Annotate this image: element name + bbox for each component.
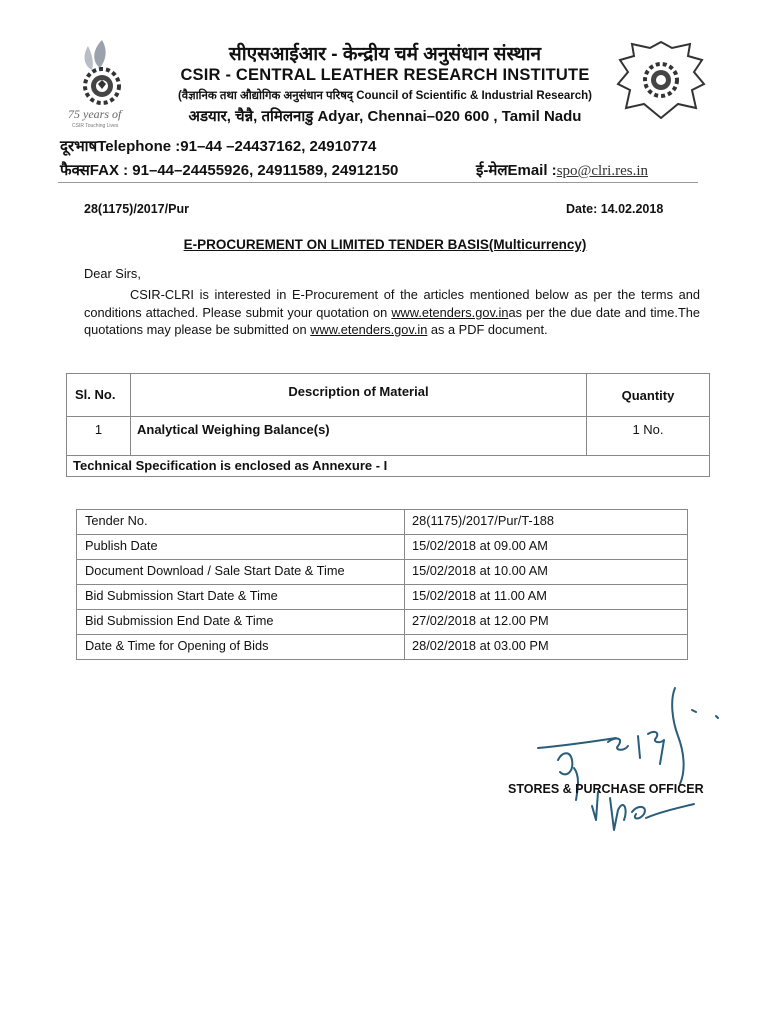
letter-body <box>84 286 700 339</box>
table-row <box>77 635 688 660</box>
schedule-value: 15/02/2018 at 11.00 AM <box>405 585 688 610</box>
technical-spec-note: Technical Specification is enclosed as Annexure - I <box>73 458 388 473</box>
schedule-value: 27/02/2018 at 12.00 PM <box>405 610 688 635</box>
svg-text:CSIR Touching Lives: CSIR Touching Lives <box>72 123 119 128</box>
schedule-label: Bid Submission Start Date & Time <box>77 585 405 610</box>
header-quantity: Quantity <box>621 388 675 403</box>
table-row <box>67 417 709 456</box>
institute-address: अडयार, चैन्नै, तमिलनाडु Adyar, Chennai–020 600 , Tamil Nadu <box>188 108 582 125</box>
etenders-link-2[interactable]: www.etenders.gov.in <box>310 322 428 337</box>
schedule-value: 28/02/2018 at 03.00 PM <box>405 635 688 660</box>
handwritten-signature <box>520 680 740 860</box>
email-line <box>476 160 648 180</box>
row-description: Analytical Weighing Balance(s) <box>131 417 587 455</box>
table-row <box>77 535 688 560</box>
table-row <box>77 610 688 635</box>
body-part-1: CSIR-CLRI is interested in E-Procurement of the articles mentioned below as per the terms and conditions attached. Please submit your quotation on <box>84 287 700 320</box>
email-link[interactable]: spo@clri.res.in <box>556 163 648 179</box>
salutation: Dear Sirs, <box>84 266 141 281</box>
table-row <box>77 585 688 610</box>
fax-line: फैक्सFAX : 91–44–24455926, 24911589, 24912150 <box>60 162 399 179</box>
schedule-label: Date & Time for Opening of Bids <box>77 635 405 660</box>
email-label: ई-मेलEmail : <box>476 162 557 179</box>
row-sl-no: 1 <box>67 417 131 455</box>
reference-number: 28(1175)/2017/Pur <box>84 202 189 216</box>
institute-name-english: CSIR - CENTRAL LEATHER RESEARCH INSTITUTE <box>180 66 590 84</box>
schedule-label: Tender No. <box>77 510 405 535</box>
schedule-label: Bid Submission End Date & Time <box>77 610 405 635</box>
schedule-value: 15/02/2018 at 10.00 AM <box>405 560 688 585</box>
letter-subject: E-PROCUREMENT ON LIMITED TENDER BASIS(Multicurrency) <box>183 237 587 252</box>
table-row <box>77 560 688 585</box>
materials-table <box>66 373 710 477</box>
header-description: Description of Material <box>131 374 587 416</box>
csir-75-years-logo <box>62 36 142 128</box>
header-divider <box>58 182 698 183</box>
body-part-3: as a PDF document. <box>427 322 548 337</box>
reference-date: Date: 14.02.2018 <box>566 202 664 216</box>
telephone-line: दूरभाषTelephone :91–44 –24437162, 24910774 <box>60 138 377 155</box>
etenders-link-1[interactable]: www.etenders.gov.in <box>391 304 509 320</box>
body-part-2: as per the due date and time.The quotations may please be submitted on <box>84 304 701 337</box>
institute-name-hindi: सीएसआईआर - केन्द्रीय चर्म अनुसंधान संस्थान <box>228 44 542 65</box>
materials-header-row <box>67 374 709 417</box>
header-sl-no: Sl. No. <box>67 374 131 416</box>
row-quantity: 1 No. <box>632 422 664 437</box>
svg-text:75 years of: 75 years of <box>68 107 122 121</box>
tender-schedule-table <box>76 509 688 660</box>
table-row <box>77 510 688 535</box>
signatory-title: STORES & PURCHASE OFFICER <box>508 782 704 796</box>
schedule-label: Document Download / Sale Start Date & Time <box>77 560 405 585</box>
schedule-value: 15/02/2018 at 09.00 AM <box>405 535 688 560</box>
schedule-value: 28(1175)/2017/Pur/T-188 <box>405 510 688 535</box>
council-line: (वैज्ञानिक तथा औद्योगिक अनुसंधान परिषद् Council of Scientific & Industrial Research) <box>177 90 593 102</box>
materials-footer-row <box>67 456 709 476</box>
clri-leather-hide-logo <box>612 38 710 122</box>
schedule-label: Publish Date <box>77 535 405 560</box>
